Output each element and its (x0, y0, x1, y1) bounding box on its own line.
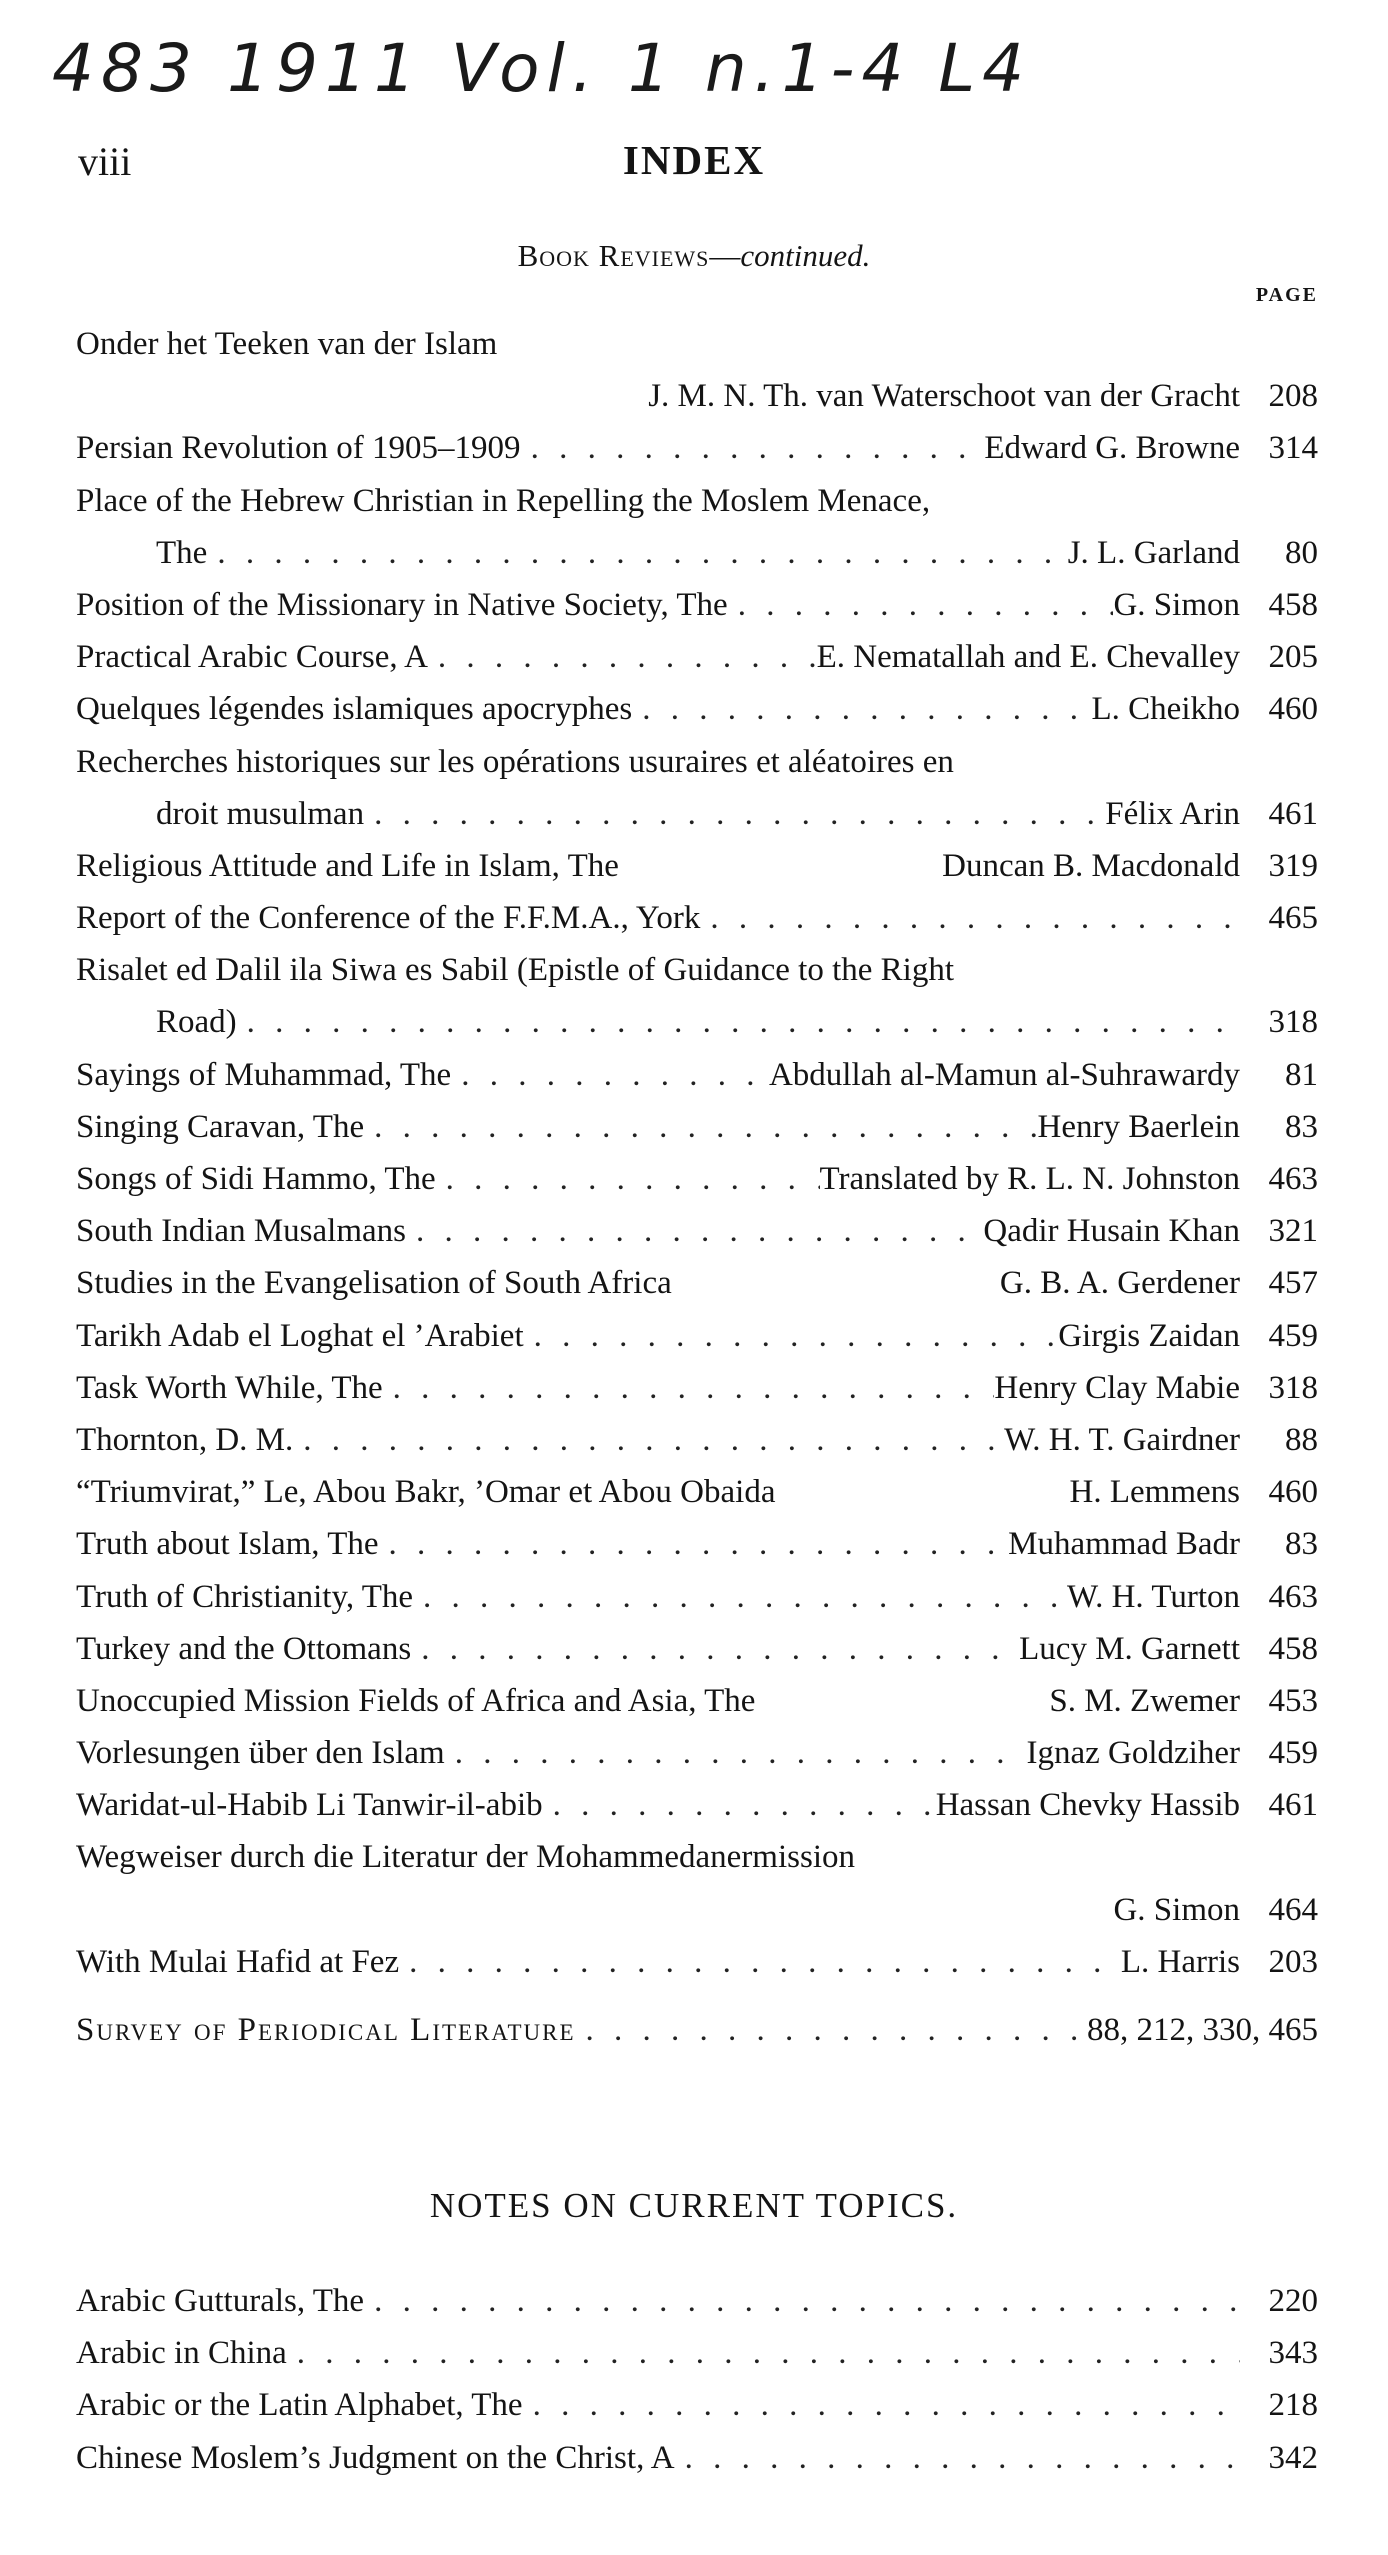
dot-leader (675, 2432, 1240, 2484)
index-entry (76, 1727, 1318, 1779)
entry-line (76, 944, 1318, 996)
entry-line (76, 788, 1318, 840)
entry-page: 83 (1285, 1108, 1318, 1145)
entry-page: 81 (1285, 1056, 1318, 1093)
entry-author: Qadir Husain Khan (983, 1213, 1240, 1250)
index-entry (76, 683, 1318, 735)
entry-author: Girgis Zaidan (1058, 1317, 1240, 1354)
dot-leader (413, 1571, 1067, 1623)
index-entry (76, 1310, 1318, 1362)
entry-title: Arabic in China (76, 2335, 287, 2372)
entry-page: 463 (1268, 1578, 1318, 1615)
entry-line (76, 579, 1318, 631)
index-entry (76, 1205, 1318, 1257)
handwritten-annotation: 483 1911 Vol. 1 n.1-4 L4 (52, 30, 1032, 107)
index-entry (76, 1466, 1318, 1518)
dot-leader (700, 892, 1240, 944)
dot-leader (364, 1101, 1037, 1153)
entry-line (76, 1362, 1318, 1414)
entry-page: 453 (1268, 1682, 1318, 1719)
entry-title: droit musulman (156, 795, 365, 832)
index-entry (76, 631, 1318, 683)
entry-page: 461 (1268, 1787, 1318, 1824)
dot-leader (287, 2327, 1240, 2379)
entry-page: 318 (1268, 1004, 1318, 1041)
entry-line (76, 2432, 1318, 2484)
notes-list (76, 2275, 1318, 2484)
index-entry (76, 944, 1318, 1048)
entry-author: Muhammad Badr (1008, 1526, 1240, 1563)
index-entry (76, 892, 1318, 944)
entry-line (76, 1779, 1318, 1831)
index-entry (76, 579, 1318, 631)
dot-leader (576, 2012, 1087, 2049)
entry-page: 203 (1268, 1943, 1318, 1980)
entry-author: Félix Arin (1105, 795, 1240, 832)
dot-leader (543, 1779, 936, 1831)
entry-title: Practical Arabic Course, A (76, 639, 428, 676)
index-entry (76, 1623, 1318, 1675)
page-title: INDEX (622, 137, 766, 183)
section-name: Book Reviews (517, 238, 710, 273)
page-column-label: PAGE (1255, 284, 1318, 306)
entry-author: Translated by R. L. N. Johnston (819, 1161, 1240, 1197)
entry-line (76, 318, 1318, 370)
entry-author: J. L. Garland (1067, 534, 1240, 571)
entry-line (76, 1936, 1318, 1988)
entry-line (76, 1518, 1318, 1570)
entry-page: 459 (1268, 1317, 1318, 1354)
entry-line (76, 1205, 1318, 1257)
entry-line (76, 1466, 1318, 1518)
entry-author: Lucy M. Garnett (1019, 1630, 1240, 1667)
dot-leader (521, 422, 985, 474)
entry-page: 460 (1268, 691, 1318, 728)
index-entry (76, 422, 1318, 474)
entry-author: Henry Baerlein (1037, 1108, 1240, 1145)
entry-page: 205 (1268, 639, 1318, 676)
dot-leader (399, 1936, 1121, 1988)
dot-leader (411, 1623, 1019, 1675)
entry-line (76, 1310, 1318, 1362)
entry-title: Arabic or the Latin Alphabet, The (76, 2387, 523, 2424)
book-reviews-list (76, 318, 1318, 1988)
entry-title: Turkey and the Ottomans (76, 1630, 412, 1667)
index-entry (76, 1257, 1318, 1309)
entry-title: Waridat-ul-Habib Li Tanwir-il-abib (76, 1787, 543, 1824)
dot-leader (364, 788, 1105, 840)
index-entry (76, 736, 1318, 840)
dot-leader (436, 1153, 820, 1205)
index-entry (76, 1414, 1318, 1466)
entry-line (76, 1153, 1318, 1205)
entry-page: 461 (1268, 795, 1318, 832)
dot-leader (383, 1362, 995, 1414)
entry-author-line (76, 370, 1318, 422)
entry-title: “Triumvirat,” Le, Abou Bakr, ’Omar et Abou Obaida (76, 1474, 776, 1511)
survey-label: Survey of Periodical Literature (76, 2012, 576, 2048)
index-entry (76, 1779, 1318, 1831)
entry-title: Studies in the Evangelisation of South Africa (76, 1265, 672, 1302)
entry-page: 342 (1268, 2439, 1318, 2476)
entry-title: Recherches historiques sur les opérations usuraires et aléatoires en (76, 743, 954, 780)
dot-leader (445, 1727, 1027, 1779)
index-entry (76, 1936, 1318, 1988)
index-entry (76, 1571, 1318, 1623)
entry-page: 220 (1268, 2283, 1318, 2319)
entry-title: Arabic Gutturals, The (76, 2283, 365, 2319)
notes-heading: NOTES ON CURRENT TOPICS. (429, 2186, 959, 2225)
entry-line (76, 475, 1318, 527)
entry-title: Vorlesungen über den Islam (76, 1735, 445, 1772)
entry-title: Religious Attitude and Life in Islam, The (76, 847, 619, 884)
index-entry (76, 2432, 1318, 2484)
entry-author: Ignaz Goldziher (1026, 1735, 1240, 1772)
entry-title: Persian Revolution of 1905–1909 (76, 430, 521, 467)
entry-line (76, 422, 1318, 474)
entry-line (76, 736, 1318, 788)
entry-page: 88 (1285, 1421, 1318, 1458)
entry-line (76, 1571, 1318, 1623)
dot-leader (237, 996, 1240, 1048)
index-entry (76, 1049, 1318, 1101)
entry-author: Henry Clay Mabie (994, 1369, 1240, 1406)
entry-author-line (76, 1884, 1318, 1936)
entry-page: 460 (1268, 1474, 1318, 1511)
entry-author: Hassan Chevky Hassib (935, 1787, 1240, 1824)
dot-leader (293, 1414, 1004, 1466)
dot-leader (428, 631, 817, 683)
survey-pages: 88, 212, 330, 465 (1087, 2012, 1318, 2048)
survey-entry (76, 2012, 1318, 2064)
entry-author: J. M. N. Th. van Waterschoot van der Gracht (648, 378, 1240, 415)
entry-author: G. B. A. Gerdener (999, 1265, 1240, 1302)
index-entry (76, 1675, 1318, 1727)
entry-title: Tarikh Adab el Loghat el ’Arabiet (76, 1317, 524, 1354)
entry-title: Road) (156, 1004, 237, 1041)
entry-line (76, 1101, 1318, 1153)
entry-page: 314 (1268, 430, 1318, 467)
entry-page: 208 (1268, 378, 1318, 415)
dot-leader (524, 1310, 1059, 1362)
entry-page: 464 (1268, 1891, 1318, 1928)
index-entry (76, 2379, 1318, 2431)
entry-author: G. Simon (1113, 1891, 1240, 1928)
entry-line (76, 1414, 1318, 1466)
entry-author: S. M. Zwemer (1049, 1682, 1240, 1719)
entry-title: Quelques légendes islamiques apocryphes (76, 691, 633, 728)
entry-title: Truth about Islam, The (76, 1526, 379, 1563)
entry-line (76, 996, 1318, 1048)
entry-line (76, 683, 1318, 735)
dot-leader (728, 579, 1114, 631)
entry-author: L. Harris (1120, 1943, 1240, 1980)
entry-line (76, 1831, 1318, 1883)
entry-line (76, 1049, 1318, 1101)
entry-title: Songs of Sidi Hammo, The (76, 1161, 436, 1197)
entry-page: 80 (1285, 534, 1318, 571)
index-entry (76, 840, 1318, 892)
entry-page: 463 (1268, 1161, 1318, 1197)
index-entry (76, 1518, 1318, 1570)
index-entry (76, 475, 1318, 579)
dot-leader (379, 1518, 1009, 1570)
entry-author: W. H. Turton (1066, 1578, 1240, 1615)
entry-page: 458 (1268, 586, 1318, 623)
dot-leader (406, 1205, 983, 1257)
index-entry (76, 1362, 1318, 1414)
entry-line (76, 1257, 1318, 1309)
dot-leader (632, 683, 1091, 735)
entry-title: Place of the Hebrew Christian in Repelling the Moslem Menace, (76, 482, 931, 519)
index-entry (76, 2327, 1318, 2379)
entry-page: 218 (1268, 2387, 1318, 2424)
entry-line (76, 2379, 1318, 2431)
dot-leader (451, 1049, 769, 1101)
entry-title: Onder het Teeken van der Islam (76, 326, 498, 362)
index-entry (76, 1153, 1318, 1205)
index-entry (76, 2275, 1318, 2327)
entry-line (76, 631, 1318, 683)
entry-page: 83 (1285, 1526, 1318, 1563)
section-subheading (0, 238, 1388, 274)
entry-title: South Indian Musalmans (76, 1213, 406, 1250)
entry-page: 457 (1268, 1265, 1318, 1302)
entry-title: Truth of Christianity, The (76, 1578, 414, 1615)
entry-author: L. Cheikho (1091, 691, 1240, 728)
section-continued: continued. (740, 238, 871, 273)
entry-page: 321 (1268, 1213, 1318, 1250)
entry-title: Position of the Missionary in Native Society, The (76, 586, 728, 623)
section-dash: — (709, 238, 741, 273)
entry-author: G. Simon (1113, 586, 1240, 623)
entry-line (76, 527, 1318, 579)
entry-title: The (156, 534, 208, 571)
dot-leader (364, 2275, 1240, 2327)
dot-leader (523, 2379, 1240, 2431)
entry-line (76, 1623, 1318, 1675)
entry-page: 458 (1268, 1630, 1318, 1667)
index-entry (76, 1831, 1318, 1935)
index-entry (76, 318, 1318, 422)
entry-line (76, 2275, 1318, 2327)
entry-title: Sayings of Muhammad, The (76, 1056, 452, 1093)
entry-title: Task Worth While, The (76, 1369, 383, 1406)
dot-leader (207, 527, 1067, 579)
index-entry (76, 1101, 1318, 1153)
entry-title: Unoccupied Mission Fields of Africa and Asia, The (76, 1682, 756, 1719)
entry-page: 318 (1268, 1369, 1318, 1406)
entry-title: With Mulai Hafid at Fez (76, 1943, 400, 1980)
entry-page: 343 (1268, 2335, 1318, 2372)
entry-title: Chinese Moslem’s Judgment on the Christ, A (76, 2439, 675, 2476)
entry-line (76, 840, 1318, 892)
entry-title: Singing Caravan, The (76, 1108, 365, 1145)
entry-line (76, 1727, 1318, 1779)
entry-title: Risalet ed Dalil ila Siwa es Sabil (Epistle of Guidance to the Right (76, 952, 954, 989)
entry-author: Abdullah al-Mamun al-Suhrawardy (768, 1056, 1240, 1093)
entry-line (76, 2327, 1318, 2379)
entry-author: W. H. T. Gairdner (1004, 1421, 1240, 1458)
entry-title: Thornton, D. M. (76, 1421, 294, 1458)
entry-title: Wegweiser durch die Literatur der Mohammedanermission (76, 1839, 855, 1876)
entry-author: H. Lemmens (1069, 1474, 1240, 1511)
entry-line (76, 892, 1318, 944)
entry-title: Report of the Conference of the F.F.M.A., York (76, 900, 701, 937)
entry-line (76, 1675, 1318, 1727)
entry-author: Duncan B. Macdonald (942, 847, 1240, 884)
entry-page: 465 (1268, 900, 1318, 937)
entry-page: 459 (1268, 1735, 1318, 1772)
entry-author: Edward G. Browne (984, 430, 1240, 467)
page-folio: viii (78, 139, 132, 184)
entry-page: 319 (1268, 847, 1318, 884)
entry-author: E. Nematallah and E. Chevalley (816, 639, 1240, 676)
